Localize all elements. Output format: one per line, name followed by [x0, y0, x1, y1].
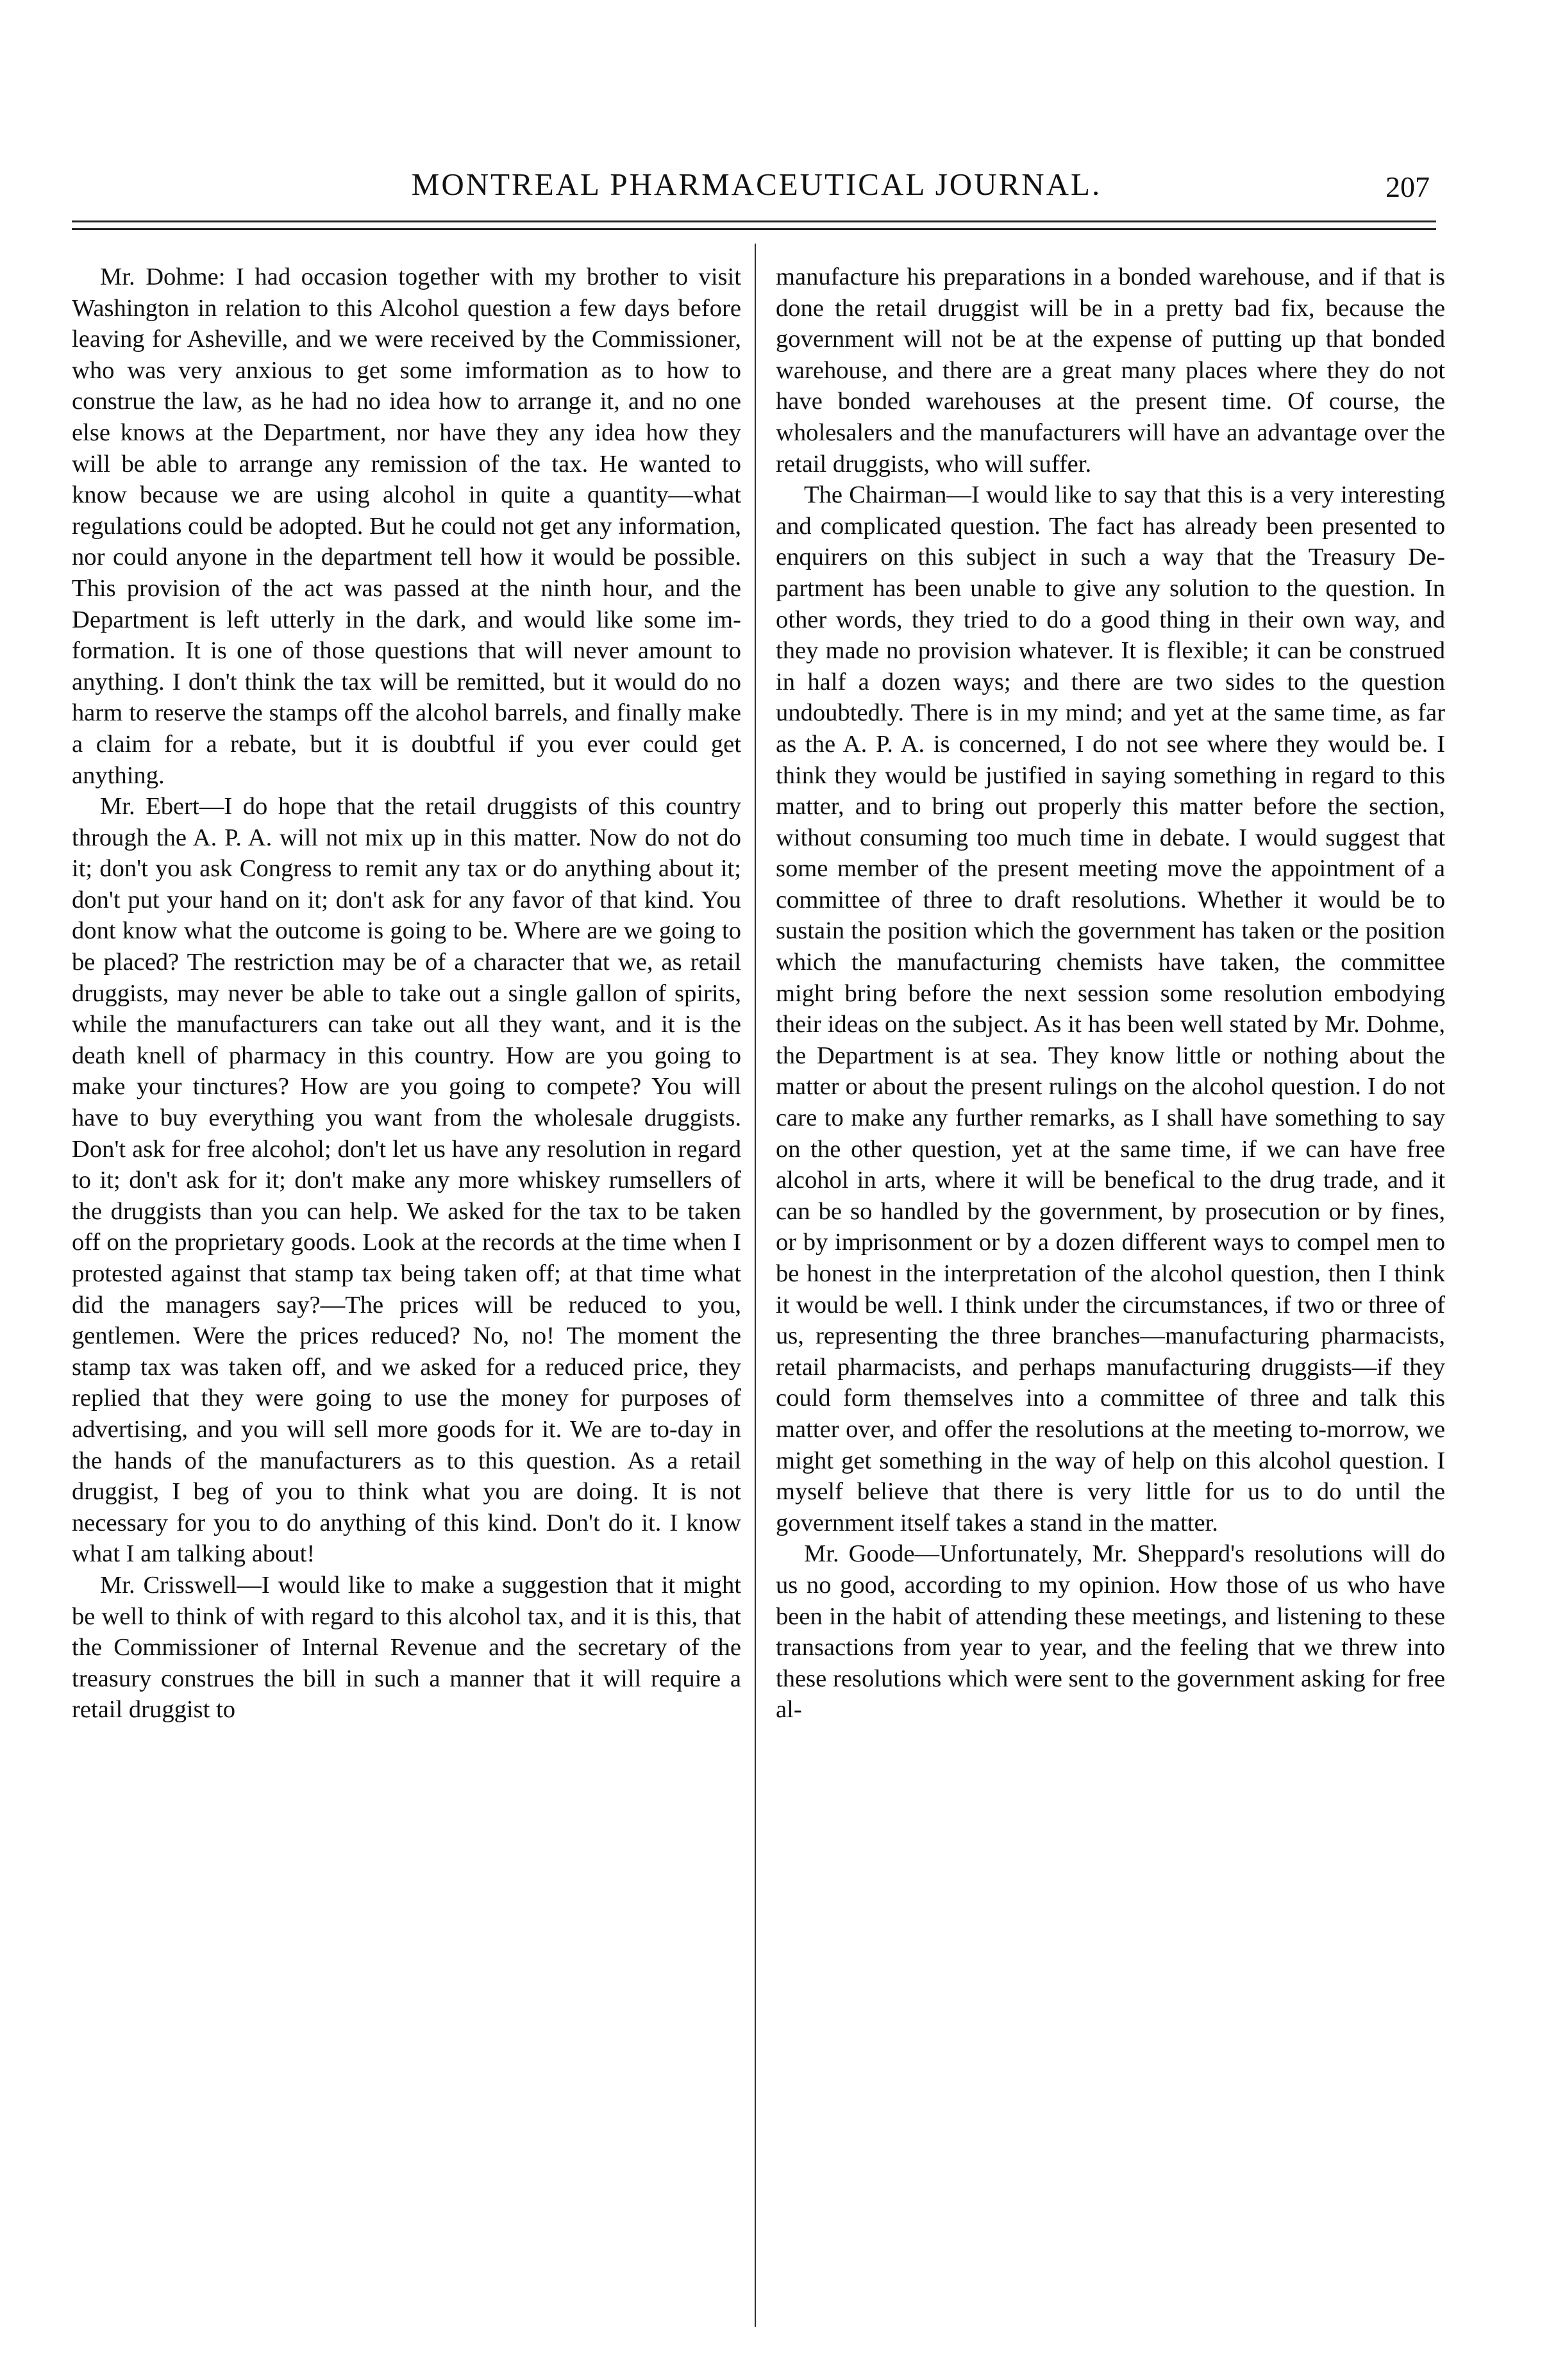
- paragraph-dohme: Mr. Dohme: I had occasion together with my brother to visit Washington in relation to this Alcohol question a few days before leaving for Asheville, and we were received by the Commissioner, who was very anxious to get some imformation as to how to construe the law, as he had no idea how to arrange it, and no one else knows at the Department, nor have they any idea how they will be able to arrange any remission of the tax. He wanted to know because we are using alcohol in quite a quantity—what regulations could be adopted. But he could not get any information, nor could anyone in the department tell how it would be possible. This provision of the act was passed at the ninth hour, and the Department is left utterly in the dark, and would like some imformation. It is one of those questions that will never amount to anything. I don't think the tax will be remitted, but it would do no harm to reserve the stamps off the alcohol barrels, and finally make a claim for a rebate, but it is doubtful if you ever could get anything.: [72, 263, 741, 789]
- page-number: 207: [1386, 171, 1430, 203]
- paragraph-ebert: Mr. Ebert—I do hope that the retail druggists of this country through the A. P. A. will not mix up in this matter. Now do not do it; don't you ask Congress to remit any tax or do anything about it; don't put your hand on it; don't ask for any favor of that kind. You dont know what the outcome is going to be. Where are we going to be placed? The restriction may be of a character that we, as retail druggists, may never be able to take out a single gallon of spirits, while the manufacturers can take out all they want, and it is the death knell of pharmacy in this country. How are you going to make your tinctures? How are you going to compete? You will have to buy everything you want from the wholesale druggists. Don't ask for free alcohol; don't let us have any resolution in regard to it; don't ask for it; don't make any more whiskey rumsellers of the druggists than you can help. We asked for the tax to be taken off on the proprietary goods. Look at the records at the time when I protested against that stamp tax being taken off; at that time what did the managers say?—The prices will be reduced to you, gentlemen. Were the prices reduced? No, no! The moment the stamp tax was taken off, and we asked for a reduced price, they replied that they were going to use the money for purposes of advertising, and you will sell more goods for it. We are to-day in the hands of the manufacturers as to this question. As a retail druggist, I beg of you to think what you are doing. It is not necessary for you to do anything of this kind. Don't do it. I know what I am talking about!: [72, 793, 741, 1568]
- header-rule-bottom: [72, 228, 1436, 230]
- paragraph-crisswell: Mr. Crisswell—I would like to make a suggestion that it might be well to think of with regard to this alcohol tax, and it is this, that the Commissioner of Internal Revenue and the secretary of the treasury construes the bill in such a manner that it will require a retail druggist to: [72, 1571, 741, 1724]
- page-header: [77, 165, 1436, 210]
- left-column: [72, 262, 741, 2338]
- paragraph-crisswell-continued: manufacture his preparations in a bonded warehouse, and if that is done the retail druggist will be in a pretty bad fix, because the government will not be at the expense of putting up that bonded warehouse, and there are a great many places where they do not have bonded warehouses at the present time. Of course, the wholesalers and the manufacturers will have an advantage over the retail druggists, who will suffer.: [776, 263, 1445, 478]
- column-divider: [755, 244, 756, 2327]
- header-rule-top: [72, 221, 1436, 222]
- paragraph-goode: Mr. Goode—Unfortunately, Mr. Sheppard's resolutions will do us no good, according to my opinion. How those of us who have been in the habit of attending these meetings, and listening to these transactions from year to year, and the feeling that we threw into these resolutions which were sent to the government asking for free al-: [776, 1540, 1445, 1724]
- running-title: MONTREAL PHARMACEUTICAL JOURNAL.: [411, 167, 1102, 202]
- right-column: [776, 262, 1445, 2338]
- paragraph-chairman: The Chairman—I would like to say that this is a very interesting and complicated question. The fact has already been presented to enquirers on this subject in such a way that the Treasury Department has been unable to give any solution to the question. In other words, they tried to do a good thing in their own way, and they made no provision whatever. It is flexible; it can be construed in half a dozen ways; and there are two sides to the question undoubtedly. There is in my mind; and yet at the same time, as far as the A. P. A. is concerned, I do not see where they would be. I think they would be justified in saying something in regard to this matter, and to bring out properly this matter before the section, without consuming too much time in debate. I would suggest that some member of the present meeting move the appointment of a committee of three to draft resolutions. Whether it would be to sustain the position which the government has taken or the position which the manufacturing chemists have taken, the committee might bring before the next session some resolution embodying their ideas on the subject. As it has been well stated by Mr. Dohme, the Department is at sea. They know little or nothing about the matter or about the present rulings on the alcohol question. I do not care to make any further remarks, as I shall have something to say on the other question, yet at the same time, if we can have free alcohol in arts, where it will be benefical to the drug trade, and it can be so handled by the government, by prosecution or by fines, or by imprisonment or by a dozen different ways to compel men to be honest in the interpretation of the alcohol question, then I think it would be well. I think under the circumstances, if two or three of us, representing the three branches—manufacturing pharmacists, retail pharmacists, and perhaps manufacturing druggists—if they could form themselves into a committee of three and talk this matter over, and offer the resolutions at the meeting to-morrow, we might get something in the way of help on this alcohol question. I myself believe that there is very little for us to do until the government itself takes a stand in the matter.: [776, 481, 1445, 1536]
